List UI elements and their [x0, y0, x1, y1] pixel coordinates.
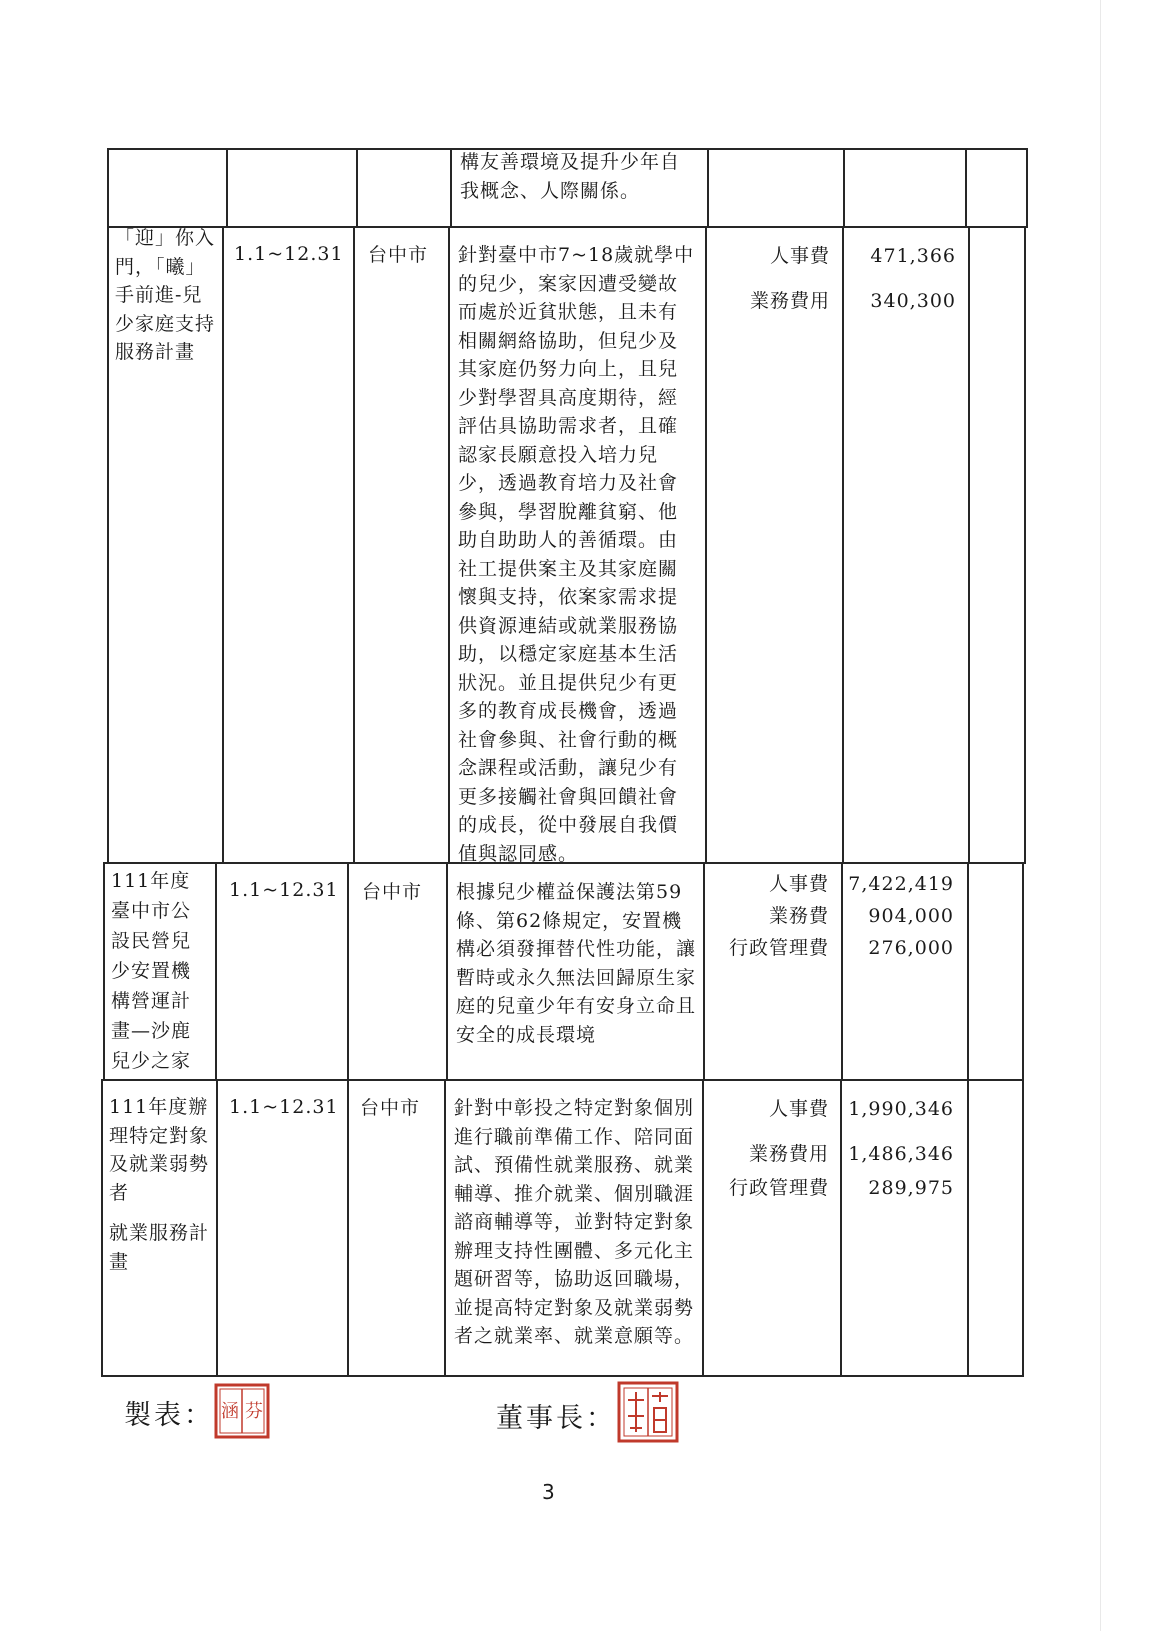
- amount-value: 904,000: [868, 905, 954, 927]
- period-cell: 1.1~12.31: [234, 243, 344, 265]
- amount-value: 340,300: [870, 290, 956, 312]
- amount-value: 7,422,419: [848, 873, 954, 895]
- project-name-line: 111年度辦理特定對象及就業弱勢者: [109, 1096, 210, 1204]
- location-cell: 台中市: [360, 1097, 421, 1119]
- cost-item-label: 人事費: [768, 1098, 829, 1120]
- cost-item-label: 人事費: [769, 245, 830, 267]
- location-cell: 台中市: [368, 244, 429, 266]
- cost-item-label: 人事費: [768, 873, 829, 895]
- period-cell: 1.1~12.31: [229, 879, 339, 901]
- content-cell: 針對中彰投之特定對象個別進行職前準備工作、陪同面試、預備性就業服務、就業輔導、推介就業、個別職涯諮商輔導等，並對特定對象辦理支持性團體、多元化主題研習等，協助返回職場，並提高特定對象及就業弱勢者之就業率、就業意願等。: [454, 1097, 695, 1347]
- amount-value: 276,000: [868, 937, 954, 959]
- cost-item-label: 業務費用: [749, 290, 830, 312]
- preparer-seal-char: 涵: [221, 1401, 239, 1422]
- project-name-cell: [109, 1093, 211, 1276]
- project-name-cell: 「迎」你入門，「曦」手前進-兒少家庭支持服務計畫: [115, 227, 216, 363]
- amount-value: 289,975: [868, 1177, 954, 1199]
- cost-item-label: 業務費: [768, 905, 829, 927]
- chairman-label: 董事長：: [496, 1403, 616, 1434]
- project-name-cell: 111年度臺中市公設民營兒少安置機構營運計畫—沙鹿兒少之家: [111, 870, 192, 1072]
- location-cell: 台中市: [362, 881, 423, 903]
- cost-item-label: 行政管理費: [728, 937, 829, 959]
- period-cell: 1.1~12.31: [229, 1096, 339, 1118]
- preparer-label: 製表：: [124, 1400, 214, 1431]
- project-name-line: 就業服務計畫: [109, 1222, 210, 1273]
- content-cell: 根據兒少權益保護法第59條、第62條規定，安置機構必須發揮替代性功能，讓暫時或永久無法回歸原生家庭的兒童少年有安身立命且安全的成長環境: [456, 881, 697, 1046]
- amount-value: 1,486,346: [848, 1143, 954, 1165]
- cost-item-label: 業務費用: [748, 1143, 829, 1165]
- preparer-seal: [214, 1383, 270, 1443]
- amount-value: 471,366: [870, 245, 956, 267]
- page-number: 3: [542, 1480, 555, 1504]
- cost-item-label: 行政管理費: [728, 1177, 829, 1199]
- chairman-seal: [616, 1380, 680, 1448]
- content-cell: 針對臺中市7~18歲就學中的兒少，案家因遭受變故而處於近貧狀態，且未有相關網絡協助，但兒少及其家庭仍努力向上，且兒少對學習具高度期待，經評估具協助需求者，且確認家長願意投入培力兒少，透過教育培力及社會參與，學習脫離貧窮、他助自助助人的善循環。由社工提供案主及其家庭關懷與支持，依案家需求提供資源連結或就業服務協助，以穩定家庭基本生活狀況。並且提供兒少有更多的教育成長機會，透過社會參與、社會行動的概念課程或活動，讓兒少有更多接觸社會與回饋社會的成長，從中發展自我價值與認同感。: [458, 244, 695, 865]
- amount-value: 1,990,346: [848, 1098, 954, 1120]
- content-cell: 構友善環境及提升少年自我概念、人際關係。: [460, 151, 681, 202]
- preparer-seal-char: 芬: [245, 1401, 263, 1422]
